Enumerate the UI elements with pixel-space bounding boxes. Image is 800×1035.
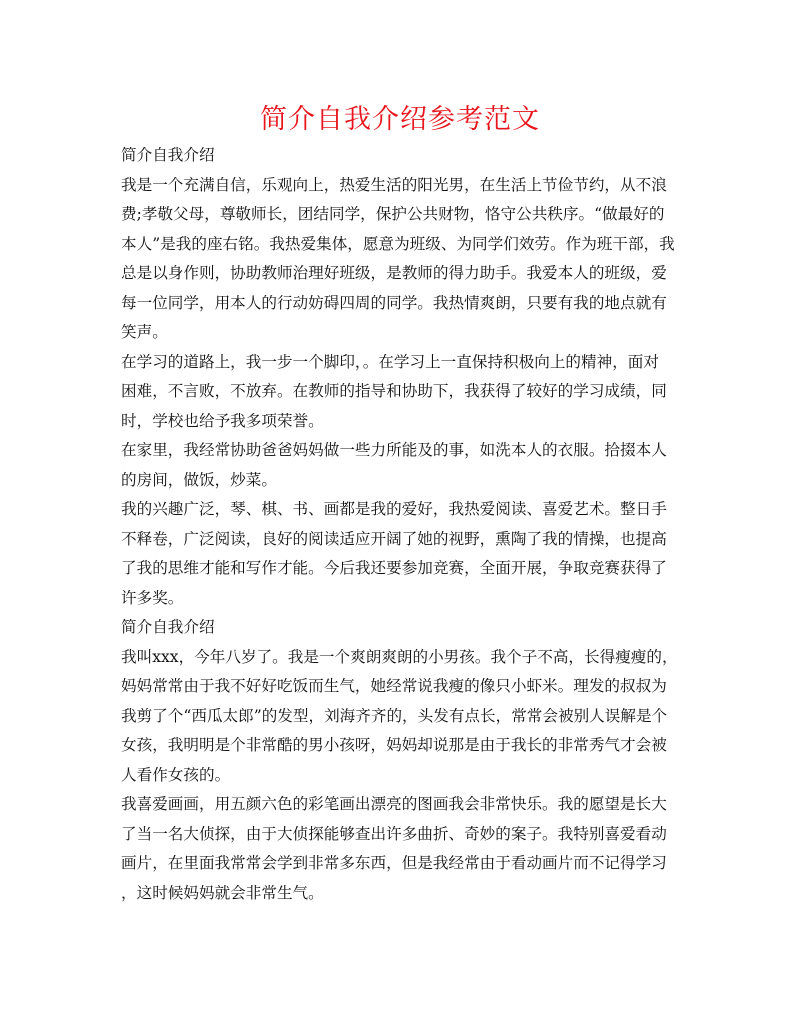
section-heading: 简介自我介绍 bbox=[121, 146, 215, 164]
paragraph-line: 总是以身作则，协助教师治理好班级，是教师的得力助手。我爱本人的班级，爱 bbox=[121, 264, 667, 282]
paragraph-line: 画片，在里面我常常会学到非常多东西，但是我经常由于看动画片而不记得学习 bbox=[121, 854, 667, 872]
paragraph-line: 不释卷，广泛阅读，良好的阅读适应开阔了她的视野，熏陶了我的情操，也提高 bbox=[121, 529, 667, 548]
document-title: 简介自我介绍参考范文 bbox=[260, 104, 540, 135]
paragraph-line: ，这时候妈妈就会非常生气。 bbox=[121, 883, 324, 902]
paragraph-line: 我剪了个“西瓜太郎”的发型，刘海齐齐的，头发有点长，常常会被别人误解是个 bbox=[121, 706, 668, 725]
paragraph-line: 笑声。 bbox=[121, 323, 168, 341]
paragraph-line: 在家里，我经常协助爸爸妈妈做一些力所能及的事，如洗本人的衣服。拾掇本人 bbox=[121, 441, 667, 459]
paragraph-line: 本人”是我的座右铭。我热爱集体，愿意为班级、为同学们效劳。作为班干部，我 bbox=[121, 234, 675, 253]
paragraph-line: 困难，不言败，不放弃。在教师的指导和协助下，我获得了较好的学习成绩，同 bbox=[121, 382, 667, 400]
paragraph-line: 了当一名大侦探，由于大侦探能够查出许多曲折、奇妙的案子。我特别喜爱看动 bbox=[121, 824, 667, 843]
paragraph-line: 我叫xxx，今年八岁了。我是一个爽朗爽朗的小男孩。我个子不高，长得瘦瘦的， bbox=[121, 647, 678, 666]
paragraph-line: 每一位同学，用本人的行动妨碍四周的同学。我热情爽朗，只要有我的地点就有 bbox=[121, 293, 667, 312]
section-heading: 简介自我介绍 bbox=[121, 618, 215, 636]
paragraph-line: 时，学校也给予我多项荣誉。 bbox=[121, 411, 324, 430]
paragraph-line: 我喜爱画画，用五颜六色的彩笔画出漂亮的图画我会非常快乐。我的愿望是长大 bbox=[121, 795, 667, 813]
paragraph-line: 女孩，我明明是个非常酷的男小孩呀，妈妈却说那是由于我长的非常秀气才会被 bbox=[121, 736, 667, 754]
document-body bbox=[121, 141, 681, 908]
paragraph-line: 我的兴趣广泛，琴、棋、书、画都是我的爱好，我热爱阅读、喜爱艺术。整日手 bbox=[121, 500, 667, 518]
paragraph-line: 费;孝敬父母，尊敬师长，团结同学，保护公共财物，恪守公共秩序。“做最好的 bbox=[121, 205, 665, 223]
paragraph-line: 人看作女孩的。 bbox=[121, 765, 231, 784]
paragraph-line: 在学习的道路上，我一步一个脚印，。在学习上一直保持积极向上的精神，面对 bbox=[121, 352, 659, 371]
paragraph-line: 我是一个充满自信，乐观向上，热爱生活的阳光男，在生活上节俭节约，从不浪 bbox=[121, 175, 667, 194]
paragraph-line: 许多奖。 bbox=[121, 588, 184, 607]
paragraph-line: 了我的思维才能和写作才能。今后我还要参加竞赛，全面开展，争取竞赛获得了 bbox=[121, 559, 667, 577]
paragraph-line: 妈妈常常由于我不好好吃饭而生气，她经常说我瘦的像只小虾米。理发的叔叔为 bbox=[121, 677, 667, 695]
paragraph-line: 的房间，做饭，炒菜。 bbox=[121, 470, 277, 489]
